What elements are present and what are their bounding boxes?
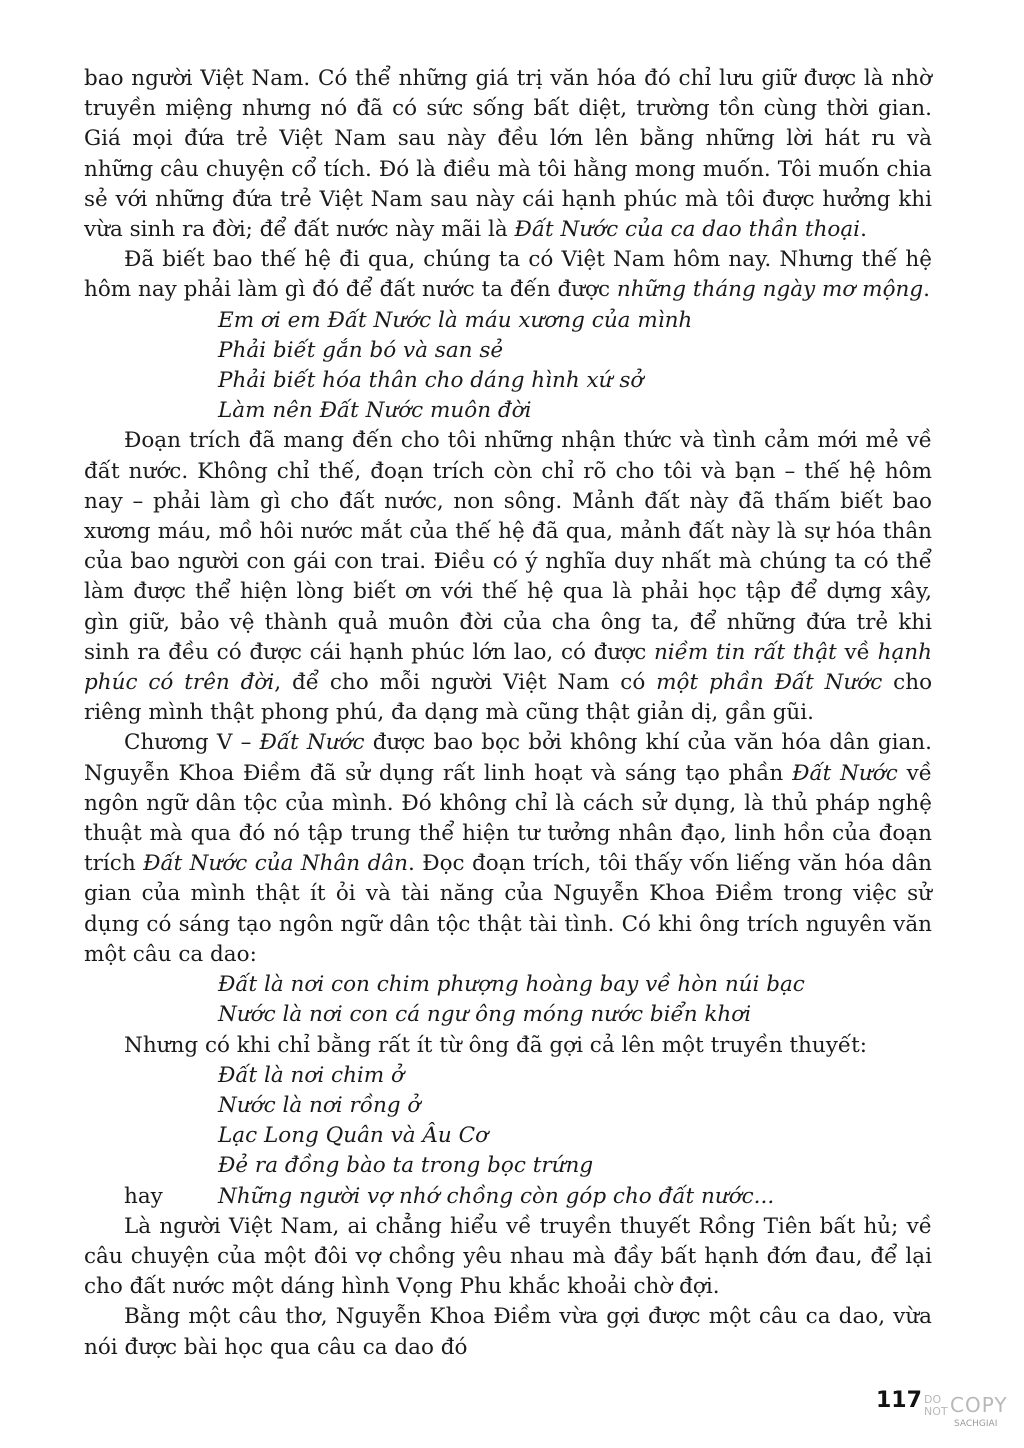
italic-phrase: những tháng ngày mơ mộng — [616, 277, 924, 303]
paragraph-3 — [84, 426, 932, 728]
text-run: về ngôn ngữ dân tộc của mình. Đó không chỉ là cách sử dụng, là thủ pháp nghệ thuật mà qua đó nó tập trung thể hiện tư tưởng nhân đạo, linh hồn của đoạn trích — [84, 760, 933, 877]
text-run: . Đọc đoạn trích, tôi thấy vốn liếng văn hóa dân gian của mình thật ít ỏi và tài năng của Nguyễn Khoa Điềm trong việc sử dụng có sáng tạo ngôn ngữ dân tộc thật tài tình. Có khi ông trích nguyên văn một câu ca dao: — [84, 851, 932, 967]
paragraph-5: Nhưng có khi chỉ bằng rất ít từ ông đã gợi cả lên một truyền thuyết: — [124, 1032, 867, 1058]
poem-line: Đẻ ra đồng bào ta trong bọc trứng — [218, 1153, 594, 1179]
italic-phrase: một phần Đất Nước — [656, 670, 883, 696]
paragraph-4 — [84, 728, 932, 970]
watermark-text: NOT — [924, 1405, 948, 1418]
paragraph-1 — [84, 64, 932, 245]
connector-word: hay — [124, 1183, 163, 1209]
poem-excerpt-3 — [84, 1061, 932, 1182]
text-run: . — [860, 217, 867, 243]
italic-phrase: hạnh phúc có trên đời — [84, 639, 932, 696]
page-number: 117 — [876, 1388, 922, 1413]
poem-line: Làm nên Đất Nước muôn đời — [218, 398, 532, 424]
watermark-logo — [922, 1394, 1014, 1440]
text-run: về — [836, 639, 878, 665]
text-run: Đã biết bao thế hệ đi qua, chúng ta có Việt Nam hôm nay. Nhưng thế hệ hôm nay phải làm gì đó để đất nước ta đến được — [84, 247, 932, 303]
paragraph-7: Bằng một câu thơ, Nguyễn Khoa Điềm vừa gợi được một câu ca dao, vừa nói được bài học qua câu ca dao đó — [84, 1304, 932, 1360]
poem-line: Em ơi em Đất Nước là máu xương của mình — [218, 307, 693, 333]
text-run: . — [923, 277, 930, 303]
text-run: Chương V – — [124, 730, 260, 756]
italic-phrase: Đất Nước — [792, 760, 898, 786]
italic-phrase: Đất Nước — [259, 730, 365, 756]
italic-phrase: Đất Nước của ca dao thần thoại — [514, 217, 861, 243]
poem-excerpt-4 — [84, 1182, 932, 1212]
paragraph-6: Là người Việt Nam, ai chẳng hiểu về truyền thuyết Rồng Tiên bất hủ; về câu chuyện của một đôi vợ chồng yêu nhau mà đầy bất hạnh đớn đau, để lại cho đất nước một dáng hình Vọng Phu khắc khoải chờ đợi. — [84, 1213, 932, 1300]
italic-phrase: Đất Nước của Nhân dân — [143, 851, 408, 877]
poem-line: Đất là nơi chim ở — [218, 1062, 404, 1088]
poem-line: Nước là nơi rồng ở — [218, 1092, 421, 1118]
text-run: bao người Việt Nam. Có thể những giá trị văn hóa đó chỉ lưu giữ được là nhờ truyền miệng nhưng nó đã có sức sống bất diệt, trường tồn cùng thời gian. Giá mọi đứa trẻ Việt Nam sau này đều lớn lên bằng những lời hát ru và những câu chuyện cổ tích. Đó là điều mà tôi hằng mong muốn. Tôi muốn chia sẻ với những đứa trẻ Việt Nam sau này cái hạnh phúc mà tôi được hưởng khi vừa sinh ra đời; để đất nước này mãi là — [84, 66, 932, 243]
poem-line: Lạc Long Quân và Âu Cơ — [218, 1123, 489, 1149]
paragraph-2 — [84, 245, 932, 305]
watermark-text: SACHGIAI — [954, 1419, 998, 1429]
text-run: , để cho mỗi người Việt Nam có — [274, 670, 657, 696]
text-run: Đoạn trích đã mang đến cho tôi những nhận thức và tình cảm mới mẻ về đất nước. Không chỉ thế, đoạn trích còn chỉ rõ cho tôi và bạn – thế hệ hôm nay – phải làm gì cho đất nước, non sông. Mảnh đất này đã thấm biết bao xương máu, mồ hôi nước mắt của thế hệ đã qua, mảnh đất này là sự hóa thân của bao người con gái con trai. Điều có ý nghĩa duy nhất mà chúng ta có thể làm được thể hiện lòng biết ơn với thế hệ qua là phải học tập để dựng xây, gìn giữ, bảo vệ thành quả muôn đời của cha ông ta, để những đứa trẻ khi sinh ra đều có được cái hạnh phúc lớn lao, có được — [84, 428, 932, 665]
poem-line: Nước là nơi con cá ngư ông móng nước biển khơi — [218, 1002, 752, 1028]
poem-line: Phải biết hóa thân cho dáng hình xứ sở — [218, 368, 644, 394]
poem-excerpt-1 — [84, 306, 932, 427]
italic-phrase: niềm tin rất thật — [653, 639, 837, 665]
poem-line: Những người vợ nhớ chồng còn góp cho đất nước... — [218, 1183, 775, 1209]
watermark-text: DO — [924, 1393, 942, 1406]
poem-line: Đất là nơi con chim phượng hoàng bay về hòn núi bạc — [218, 972, 805, 998]
poem-excerpt-2 — [84, 970, 932, 1030]
poem-line: Phải biết gắn bó và san sẻ — [218, 337, 504, 363]
watermark-text: COPY — [950, 1393, 1008, 1417]
text-run: cho riêng mình thật phong phú, đa dạng mà cũng thật giản dị, gần gũi. — [84, 670, 933, 726]
page-body — [84, 64, 932, 1363]
text-run: được bao bọc bởi không khí của văn hóa dân gian. Nguyễn Khoa Điềm đã sử dụng rất linh hoạt và sáng tạo phần — [84, 730, 932, 786]
